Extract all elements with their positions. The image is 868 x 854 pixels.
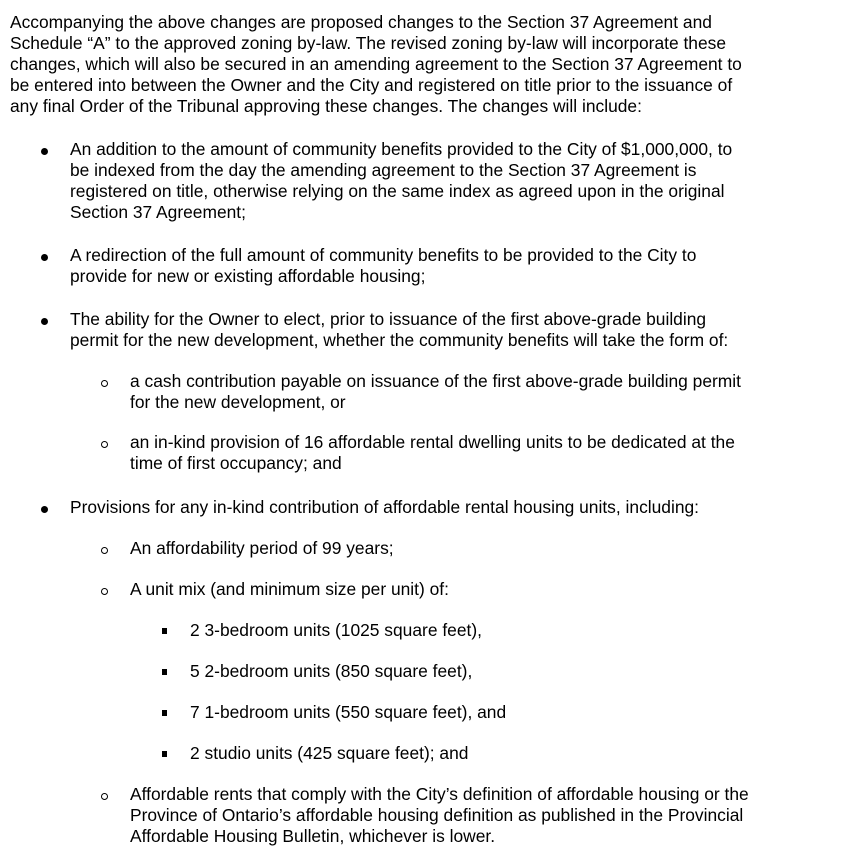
sub-item-line: for the new development, or bbox=[130, 392, 346, 412]
sub-item-line: Affordable rents that comply with the City’s definition of affordable housing or the bbox=[130, 784, 749, 804]
bullet-line: A redirection of the full amount of community benefits to be provided to the City to bbox=[70, 245, 697, 265]
bullet-line: registered on title, otherwise relying on the same index as agreed upon in the original bbox=[70, 181, 725, 201]
circle-bullet-icon bbox=[101, 441, 108, 448]
sub-item-line: an in-kind provision of 16 affordable rental dwelling units to be dedicated at the bbox=[130, 432, 735, 452]
sub-item-line: Province of Ontario’s affordable housing definition as published in the Provincial bbox=[130, 805, 744, 825]
intro-line: Accompanying the above changes are proposed changes to the Section 37 Agreement and bbox=[10, 12, 712, 32]
disc-bullet-icon bbox=[41, 254, 48, 261]
sub-item-line: a cash contribution payable on issuance of the first above-grade building permit bbox=[130, 371, 741, 391]
sub-item-line: An affordability period of 99 years; bbox=[130, 538, 394, 558]
unit-mix-line: 2 3-bedroom units (1025 square feet), bbox=[190, 620, 482, 640]
circle-bullet-icon bbox=[101, 793, 108, 800]
intro-line: any final Order of the Tribunal approving these changes. The changes will include: bbox=[10, 96, 642, 116]
unit-mix-line: 5 2-bedroom units (850 square feet), bbox=[190, 661, 473, 681]
intro-line: be entered into between the Owner and the City and registered on title prior to the issuance of bbox=[10, 75, 733, 95]
intro-line: Schedule “A” to the approved zoning by-law. The revised zoning by-law will incorporate these bbox=[10, 33, 726, 53]
bullet-line: be indexed from the day the amending agreement to the Section 37 Agreement is bbox=[70, 160, 697, 180]
bullet-line: permit for the new development, whether the community benefits will take the form of: bbox=[70, 330, 729, 350]
bullet-line: Provisions for any in-kind contribution of affordable rental housing units, including: bbox=[70, 497, 700, 517]
disc-bullet-icon bbox=[41, 506, 48, 513]
sub-item-line: time of first occupancy; and bbox=[130, 453, 342, 473]
intro-line: changes, which will also be secured in an amending agreement to the Section 37 Agreement to bbox=[10, 54, 742, 74]
disc-bullet-icon bbox=[41, 318, 48, 325]
square-bullet-icon bbox=[162, 710, 167, 716]
circle-bullet-icon bbox=[101, 588, 108, 595]
bullet-line: Section 37 Agreement; bbox=[70, 202, 246, 222]
sub-item-line: A unit mix (and minimum size per unit) of: bbox=[130, 579, 449, 599]
circle-bullet-icon bbox=[101, 380, 108, 387]
unit-mix-line: 2 studio units (425 square feet); and bbox=[190, 743, 469, 763]
sub-item-line: Affordable Housing Bulletin, whichever is lower. bbox=[130, 826, 496, 846]
square-bullet-icon bbox=[162, 628, 167, 634]
unit-mix-line: 7 1-bedroom units (550 square feet), and bbox=[190, 702, 507, 722]
square-bullet-icon bbox=[162, 669, 167, 675]
disc-bullet-icon bbox=[41, 148, 48, 155]
bullet-line: The ability for the Owner to elect, prior to issuance of the first above-grade building bbox=[70, 309, 707, 329]
bullet-line: An addition to the amount of community benefits provided to the City of $1,000,000, to bbox=[70, 139, 733, 159]
circle-bullet-icon bbox=[101, 547, 108, 554]
bullet-line: provide for new or existing affordable housing; bbox=[70, 266, 426, 286]
square-bullet-icon bbox=[162, 751, 167, 757]
